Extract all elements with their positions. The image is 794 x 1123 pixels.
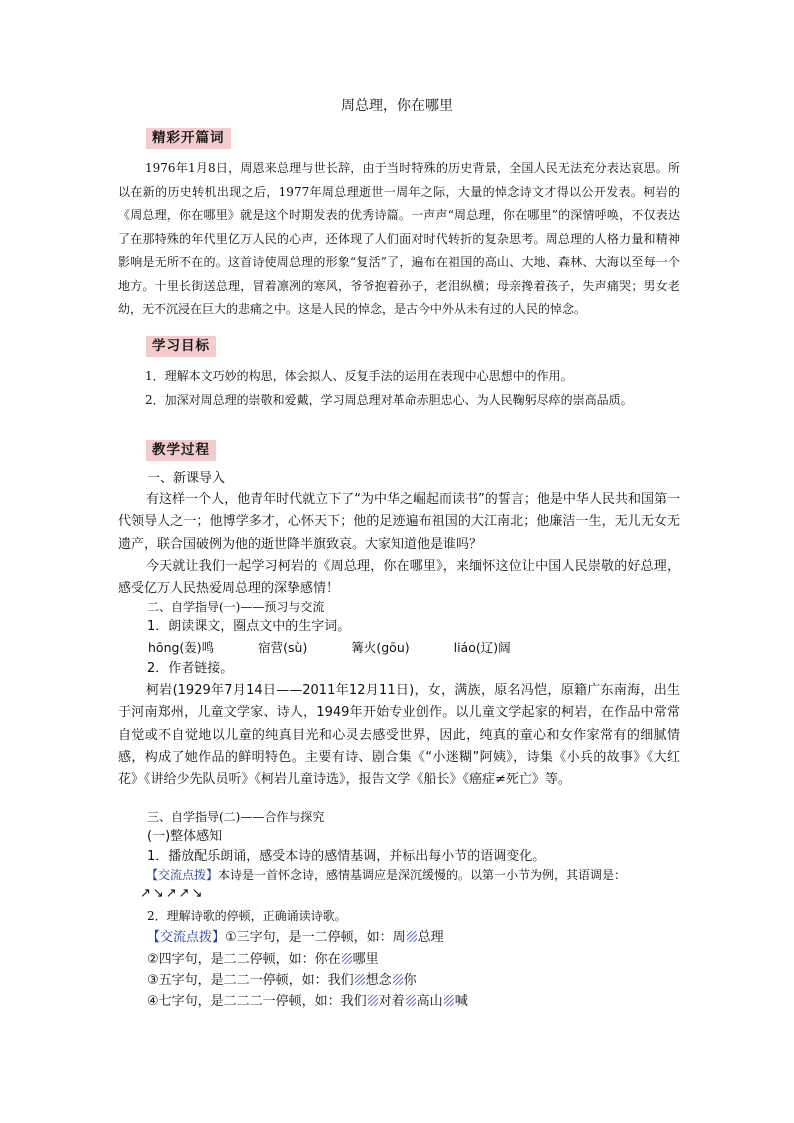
pause-line-2: ②四字句，是二二停顿，如：你在 哪里 bbox=[147, 952, 379, 967]
pinyin-item: hōng(轰)鸣 bbox=[148, 640, 215, 655]
tip-text: 本诗是一首怀念诗，感情基调应是深沉缓慢的。以第一小节为例，其语调是： bbox=[218, 868, 627, 882]
pause-mark-icon bbox=[342, 953, 352, 964]
document-title: 周总理，你在哪里 bbox=[341, 98, 453, 114]
pause-mark-icon bbox=[406, 995, 416, 1006]
task-4: 2．理解诗歌的停顿，正确诵读诗歌。 bbox=[147, 909, 347, 923]
pause-line-1: 【交流点拨】①三字句，是一二停顿，如：周 总理 bbox=[147, 930, 444, 945]
pinyin-item: 篝火(gōu) bbox=[351, 640, 410, 655]
pinyin-item: liáo(辽)阔 bbox=[453, 640, 511, 655]
author-paragraph: 柯岩(1929年7月14日——2011年12月11日)，女，满族，原名冯恺，原籍广东南海，出生于河南郑州，儿童文学家、诗人，1949年开始专业创作。以儿童文学起家的柯岩，在作品中常常自觉或不自觉地以儿童的纯真目光和心灵去感受世界，因此，纯真的童心和女作家常有的细腻情感，构成了她作品的鲜明特色。主要有诗、剧合集《“小迷糊”阿姨》，诗集《小兵的故事》《大红花》《讲给少先队员听》《柯岩儿童诗选》，报告文学《船长》《癌症≠死亡》等。 bbox=[118, 683, 680, 788]
task-2: 2．作者链接。 bbox=[147, 661, 234, 676]
tip-label: 【交流点拨】 bbox=[146, 868, 219, 882]
task-3: 1．播放配乐朗诵，感受本诗的感情基调，并标出每小节的语调变化。 bbox=[147, 849, 546, 864]
goal-item-1: 1．理解本文巧妙的构思，体会拟人、反复手法的运用在表现中心思想中的作用。 bbox=[145, 369, 573, 383]
part2-title: 二、自学指导(一)——预习与交流 bbox=[147, 600, 325, 614]
pause-mark-icon bbox=[407, 931, 417, 942]
intro-paragraph-2: 今天就让我们一起学习柯岩的《周总理，你在哪里》，来缅怀这位让中国人民崇敬的好总理，感受亿万人民热爱周总理的深挚感情！ bbox=[118, 559, 680, 597]
section-heading-opening: 精彩开篇词 bbox=[146, 128, 231, 149]
tip-label: 【交流点拨】 bbox=[147, 930, 226, 945]
part1-title: 一、新课导入 bbox=[147, 471, 226, 486]
pinyin-item: 宿营(sù) bbox=[258, 640, 308, 655]
opening-paragraph: 1976年1月8日，周恩来总理与世长辞，由于当时特殊的历史背景，全国人民无法充分表达哀思。所以在新的历史转机出现之后，1977年周总理逝世一周年之际，大量的悼念诗文才得以公开发表。柯岩的《周总理，你在哪里》就是这个时期发表的优秀诗篇。一声声“周总理，你在哪里”的深情呼唤，不仅表达了在那特殊的年代里亿万人民的心声，还体现了人们面对时代转折的复杂思考。周总理的人格力量和精神影响是无所不在的。这首诗使周总理的形象“复活”了，遍布在祖国的高山、大地、森林、大海以至每一个地方。十里长街送总理，冒着凛冽的寒风，爷爷抱着孙子，老泪纵横；母亲搀着孩子，失声痛哭；男女老幼，无不沉浸在巨大的悲痛之中。这是人民的悼念，是古今中外从未有过的人民的悼念。 bbox=[118, 161, 680, 316]
tip-1 bbox=[118, 864, 680, 888]
task-1: 1．朗读课文，圈点文中的生字词。 bbox=[147, 619, 351, 634]
part3-title: 三、自学指导(二)——合作与探究 bbox=[147, 810, 325, 824]
pause-mark-icon bbox=[368, 995, 378, 1006]
section-heading-goals: 学习目标 bbox=[146, 336, 216, 357]
intonation-arrows: ↗↘↗↗↘ bbox=[140, 886, 205, 901]
sub-heading-overall: (一)整体感知 bbox=[147, 829, 223, 844]
section-heading-process: 教学过程 bbox=[146, 440, 216, 461]
pinyin-list bbox=[148, 638, 551, 656]
goal-item-2: 2．加深对周总理的崇敬和爱戴，学习周总理对革命赤胆忠心、为人民鞠躬尽瘁的崇高品质。 bbox=[145, 393, 633, 407]
pause-line-4: ④七字句，是二二二一停顿，如：我们 对着 高山 喊 bbox=[147, 994, 468, 1009]
pause-mark-icon bbox=[355, 974, 365, 985]
pause-mark-icon bbox=[444, 995, 454, 1006]
pause-mark-icon bbox=[393, 974, 403, 985]
intro-paragraph-1: 有这样一个人，他青年时代就立下了“为中华之崛起而读书”的誓言；他是中华人民共和国第一代领导人之一；他博学多才，心怀天下；他的足迹遍布祖国的大江南北；他廉洁一生，无儿无女无遗产，联合国破例为他的逝世降半旗致哀。大家知道他是谁吗？ bbox=[118, 492, 680, 552]
pause-line-3: ③五字句，是二二一停顿，如：我们 想念 你 bbox=[147, 973, 417, 988]
